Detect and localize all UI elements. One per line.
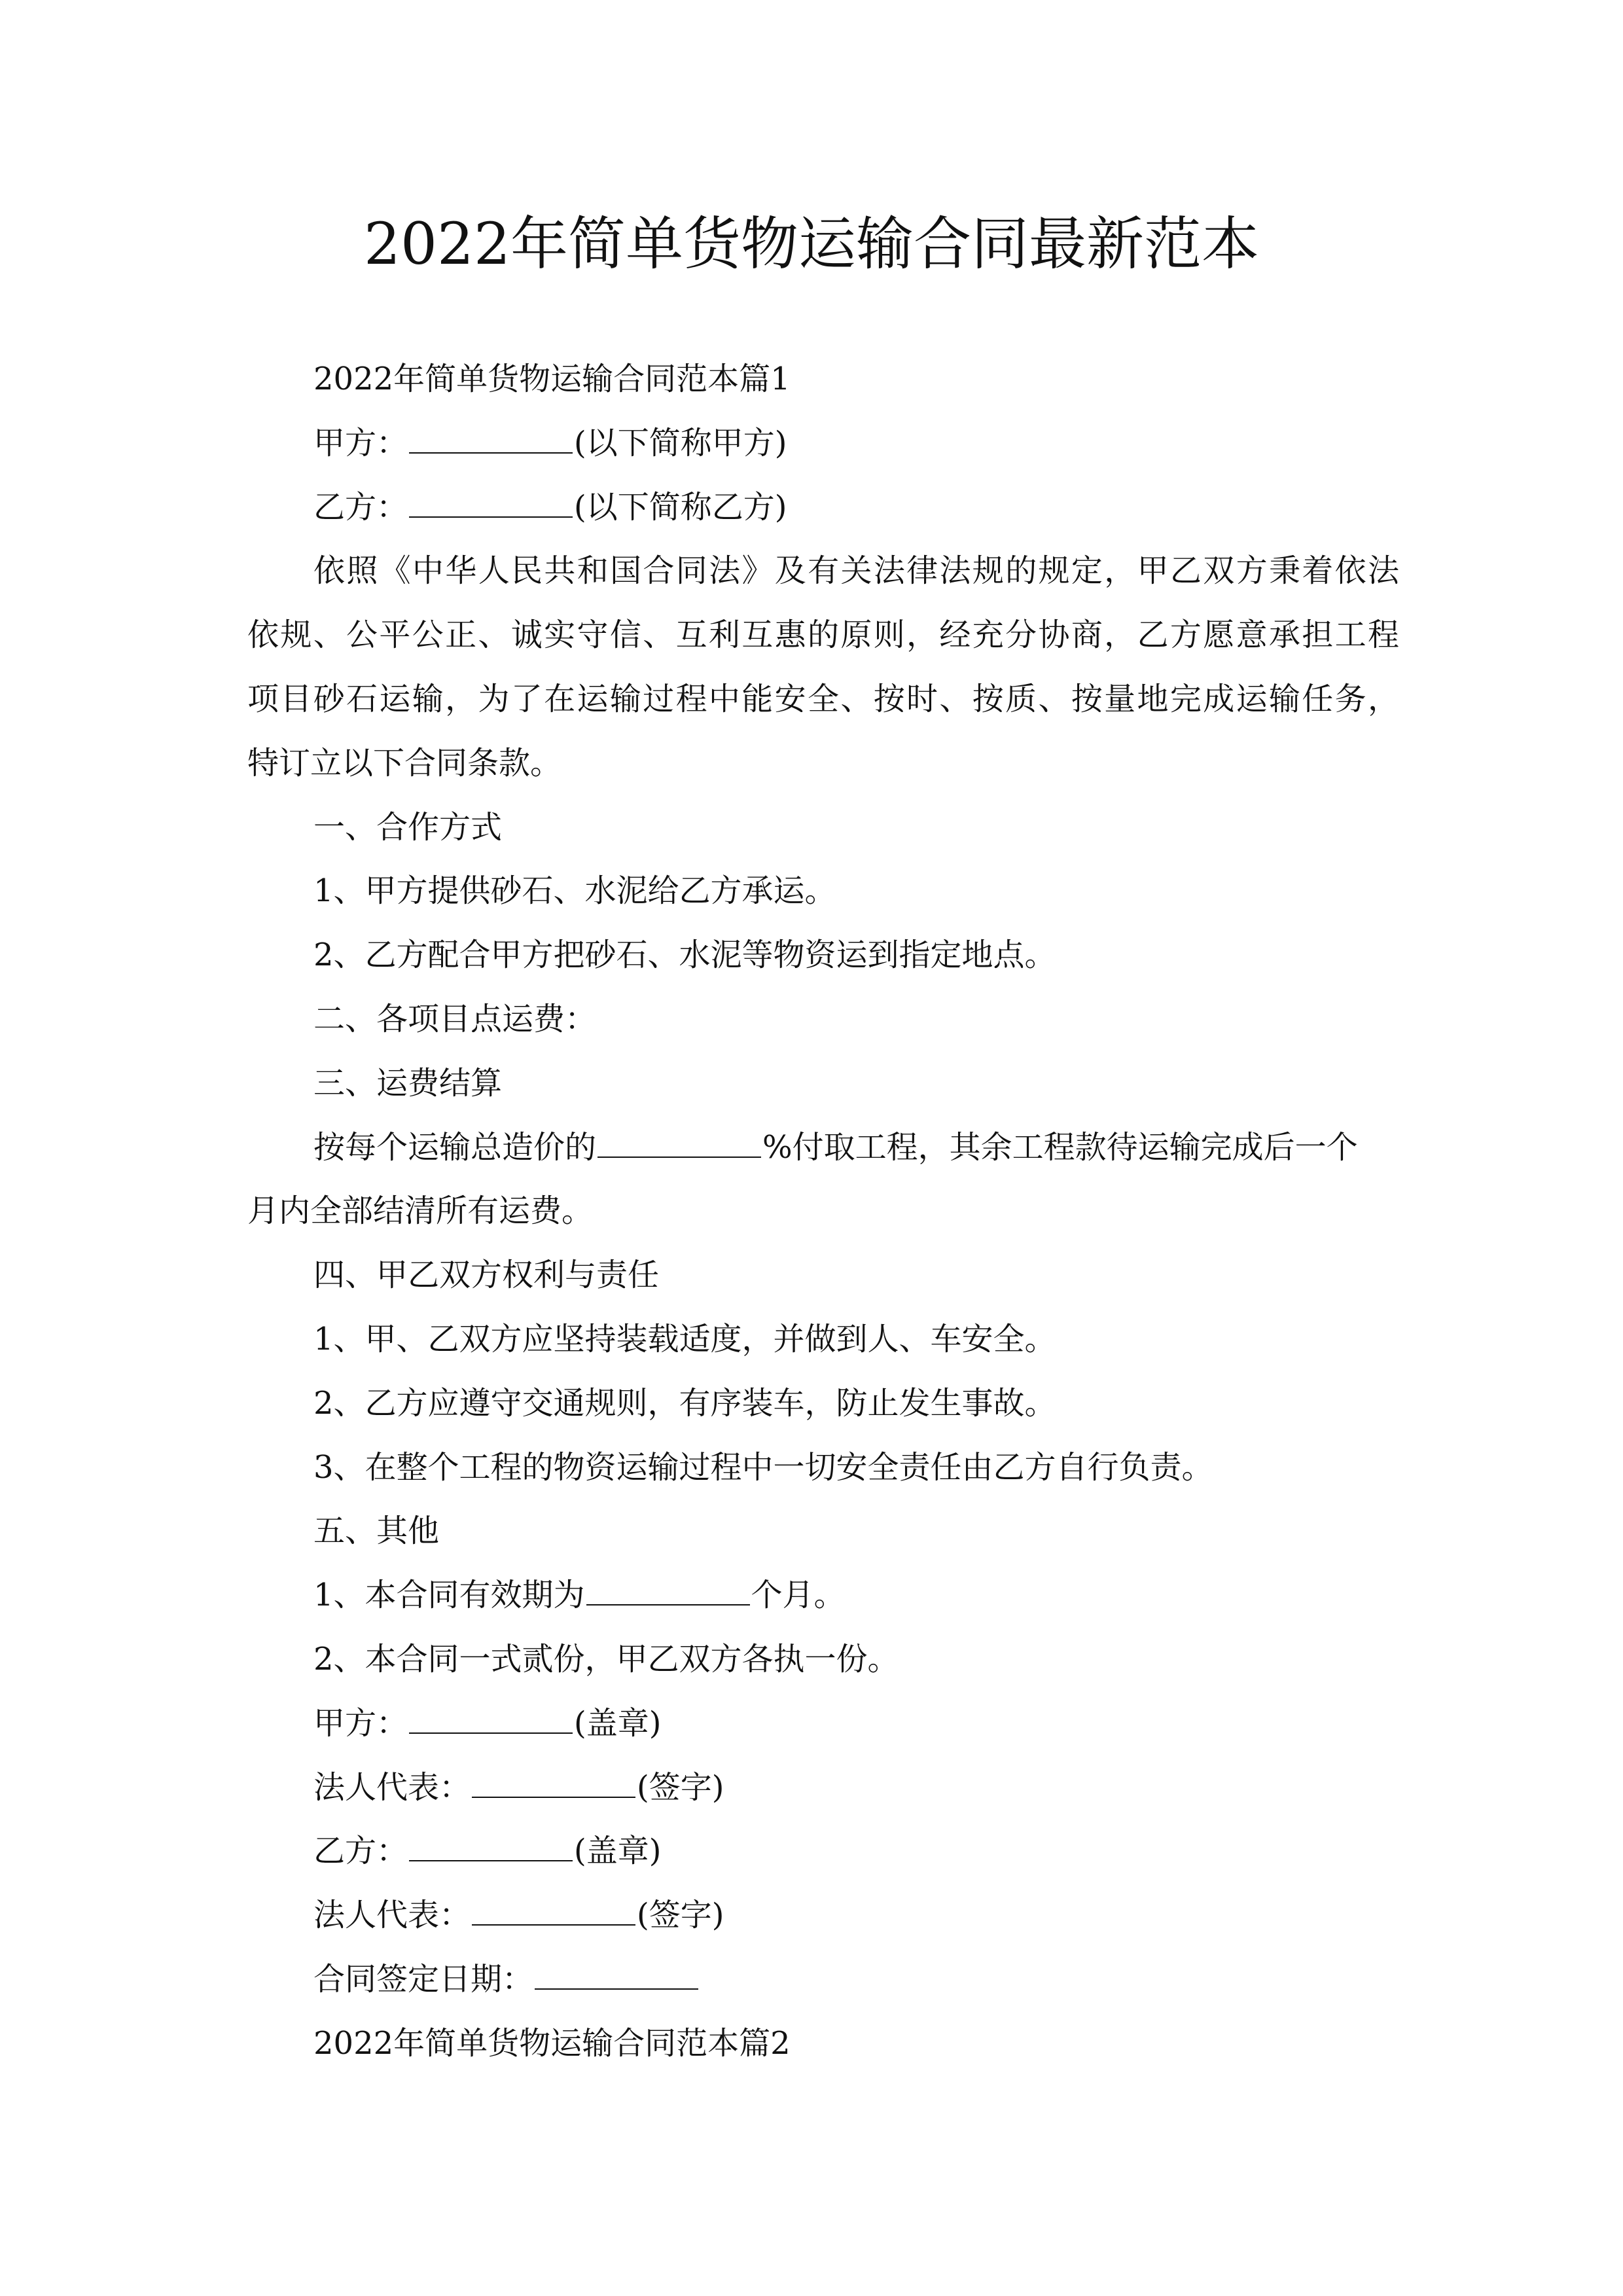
paragraph-line: 项目砂石运输，为了在运输过程中能安全、按时、按质、按量地完成运输任务， bbox=[247, 680, 1399, 717]
label: (以下简称甲方) bbox=[574, 424, 787, 461]
blank-field bbox=[409, 490, 573, 518]
paragraph-line: 特订立以下合同条款。 bbox=[247, 744, 562, 781]
party-a-line bbox=[247, 412, 1399, 476]
term-line bbox=[247, 1564, 1399, 1628]
blank-field bbox=[409, 1834, 573, 1861]
clause-item: 2、乙方应遵守交通规则，有序装车，防止发生事故。 bbox=[313, 1384, 1056, 1422]
blank-field bbox=[586, 1578, 750, 1605]
clause-heading: 二、各项目点运费： bbox=[313, 1000, 597, 1037]
label: (以下简称乙方) bbox=[574, 488, 787, 526]
clause-heading: 一、合作方式 bbox=[313, 808, 503, 846]
sign-party-a bbox=[247, 1692, 1399, 1756]
label: 法人代表： bbox=[313, 1897, 471, 1934]
label: 法人代表： bbox=[313, 1768, 471, 1806]
label: (签字) bbox=[637, 1897, 724, 1934]
blank-field bbox=[409, 1706, 573, 1734]
text: 个月。 bbox=[751, 1577, 846, 1614]
paragraph-line: 依规、公平公正、诚实守信、互利互惠的原则，经充分协商，乙方愿意承担工程 bbox=[247, 617, 1399, 654]
document-body bbox=[247, 348, 1399, 2076]
label: (盖章) bbox=[574, 1833, 662, 1870]
paragraph-line: 依照《中华人民共和国合同法》及有关法律法规的规定，甲乙双方秉着依法 bbox=[313, 552, 1399, 590]
label: 甲方： bbox=[313, 424, 408, 461]
label: (盖章) bbox=[574, 1704, 662, 1742]
clause-heading: 四、甲乙双方权利与责任 bbox=[313, 1257, 660, 1294]
label: 乙方： bbox=[313, 1833, 408, 1870]
clause-heading: 五、其他 bbox=[313, 1513, 440, 1550]
text: 按每个运输总造价的 bbox=[313, 1128, 597, 1166]
text: %付取工程，其余工程款待运输完成后一个 bbox=[762, 1128, 1358, 1166]
label: 乙方： bbox=[313, 488, 408, 526]
blank-field bbox=[472, 1898, 635, 1926]
blank-field bbox=[535, 1962, 698, 1990]
clause-item: 2、本合同一式贰份，甲乙双方各执一份。 bbox=[313, 1640, 899, 1677]
clause-item: 2、乙方配合甲方把砂石、水泥等物资运到指定地点。 bbox=[313, 937, 1056, 974]
blank-field bbox=[472, 1770, 635, 1798]
label: (签字) bbox=[637, 1768, 724, 1806]
party-b-line bbox=[247, 476, 1399, 540]
section-heading: 2022年简单货物运输合同范本篇1 bbox=[313, 361, 791, 397]
sign-rep-b bbox=[247, 1884, 1399, 1948]
clause-item: 3、在整个工程的物资运输过程中一切安全责任由乙方自行负责。 bbox=[313, 1448, 1213, 1486]
section-heading: 2022年简单货物运输合同范本篇2 bbox=[313, 2024, 791, 2062]
text: 1、本合同有效期为 bbox=[313, 1577, 585, 1614]
settlement-line bbox=[247, 1116, 1399, 1180]
document-title: 2022年简单货物运输合同最新范本 bbox=[364, 210, 1259, 278]
clause-heading: 三、运费结算 bbox=[313, 1064, 503, 1102]
label: 合同签定日期： bbox=[313, 1960, 534, 1998]
sign-party-b bbox=[247, 1820, 1399, 1884]
blank-field bbox=[597, 1130, 761, 1158]
paragraph-line: 月内全部结清所有运费。 bbox=[247, 1193, 594, 1230]
blank-field bbox=[409, 426, 573, 454]
clause-item: 1、甲、乙双方应坚持装载适度，并做到人、车安全。 bbox=[313, 1320, 1056, 1357]
label: 甲方： bbox=[313, 1704, 408, 1742]
sign-rep-a bbox=[247, 1756, 1399, 1820]
clause-item: 1、甲方提供砂石、水泥给乙方承运。 bbox=[313, 872, 836, 910]
sign-date bbox=[247, 1948, 1399, 2012]
